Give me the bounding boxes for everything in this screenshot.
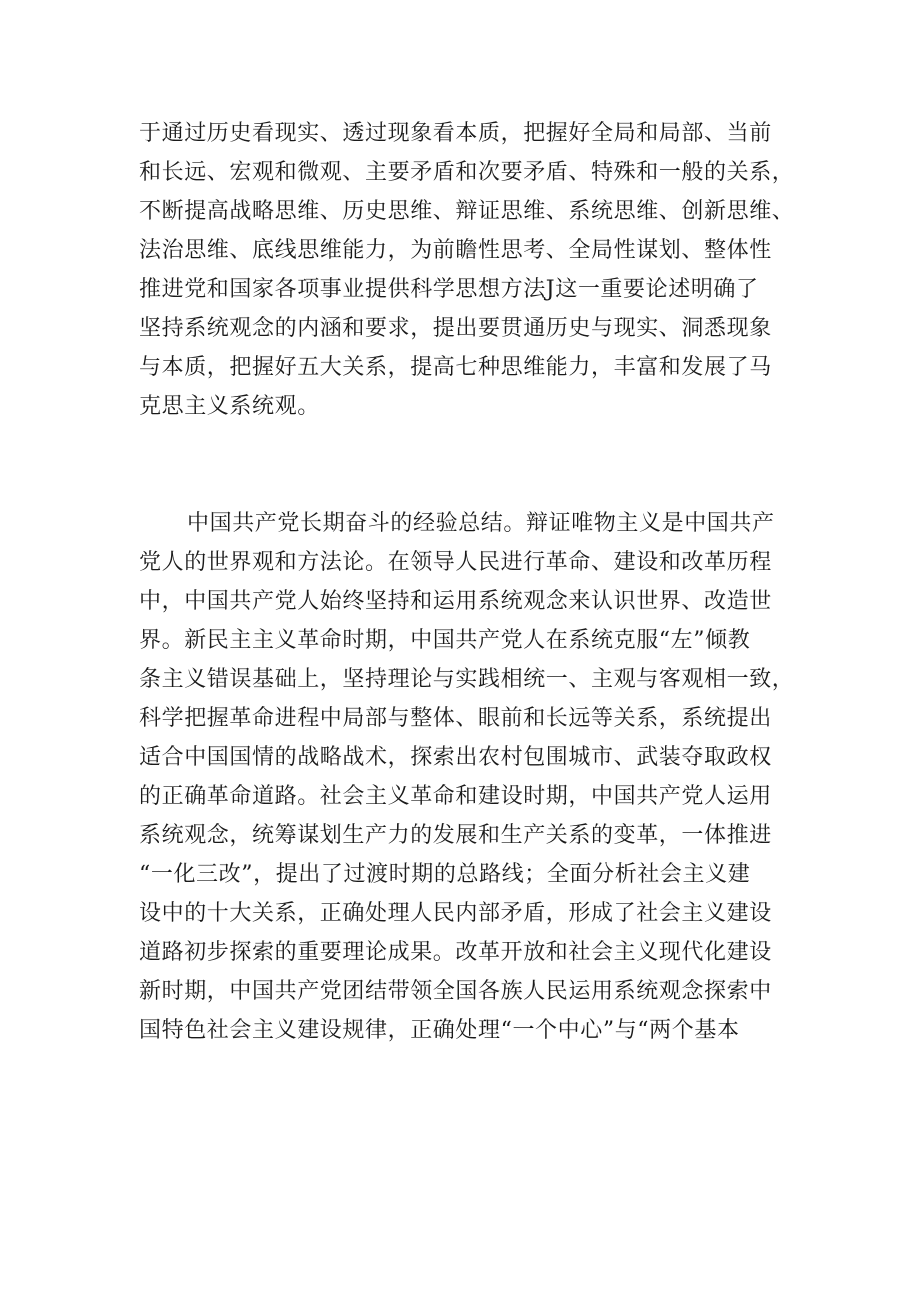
text-line: 国特色社会主义建设规律，正确处理“一个中心”与“两个基本 (139, 1018, 740, 1043)
text-line: 新时期，中国共产党团结带领全国各族人民运用系统观念探索中 (139, 979, 772, 1004)
text-line: 设中的十大关系，正确处理人民内部矛盾，形成了社会主义建设 (139, 901, 772, 926)
text-line: 与本质，把握好五大关系，提高七种思维能力，丰富和发展了马 (139, 355, 772, 380)
text-line: 科学把握革命进程中局部与整体、眼前和长远等关系，系统提出 (139, 706, 772, 731)
text-line: 克思主义系统观。 (139, 394, 320, 419)
text-line: 法治思维、底线思维能力，为前瞻性思考、全局性谋划、整体性 (139, 238, 772, 263)
text-line: 道路初步探索的重要理论成果。改革开放和社会主义现代化建设 (139, 940, 772, 965)
text-line: 中，中国共产党人始终坚持和运用系统观念来认识世界、改造世 (139, 589, 772, 614)
text-line: 不断提高战略思维、历史思维、辩证思维、系统思维、创新思维、 (139, 199, 795, 224)
text-line: 和长远、宏观和微观、主要矛盾和次要矛盾、特殊和一般的关系， (139, 160, 795, 185)
text-line: 党人的世界观和方法论。在领导人民进行革命、建设和改革历程 (139, 550, 772, 575)
paragraph-2 (139, 504, 799, 1050)
text-line: 适合中国国情的战略战术，探索出农村包围城市、武装夺取政权 (139, 745, 772, 770)
text-line: 条主义错误基础上，坚持理论与实践相统一、主观与客观相一致， (139, 667, 795, 692)
text-line: 系统观念，统筹谋划生产力的发展和生产关系的变革，一体推进 (139, 823, 772, 848)
text-line: 于通过历史看现实、透过现象看本质，把握好全局和局部、当前 (139, 121, 772, 146)
text-line: 中国共产党长期奋斗的经验总结。辩证唯物主义是中国共产 (187, 511, 775, 536)
text-line: 坚持系统观念的内涵和要求，提出要贯通历史与现实、洞悉现象 (139, 316, 772, 341)
text-line: “一化三改”，提出了过渡时期的总路线；全面分析社会主义建 (139, 862, 751, 887)
text-line: 推进党和国家各项事业提供科学思想方法J这一重要论述明确了 (139, 277, 759, 302)
text-line: 的正确革命道路。社会主义革命和建设时期，中国共产党人运用 (139, 784, 772, 809)
paragraph-1 (139, 114, 799, 426)
text-line: 界。新民主主义革命时期，中国共产党人在系统克服“左”倾教 (139, 628, 751, 653)
